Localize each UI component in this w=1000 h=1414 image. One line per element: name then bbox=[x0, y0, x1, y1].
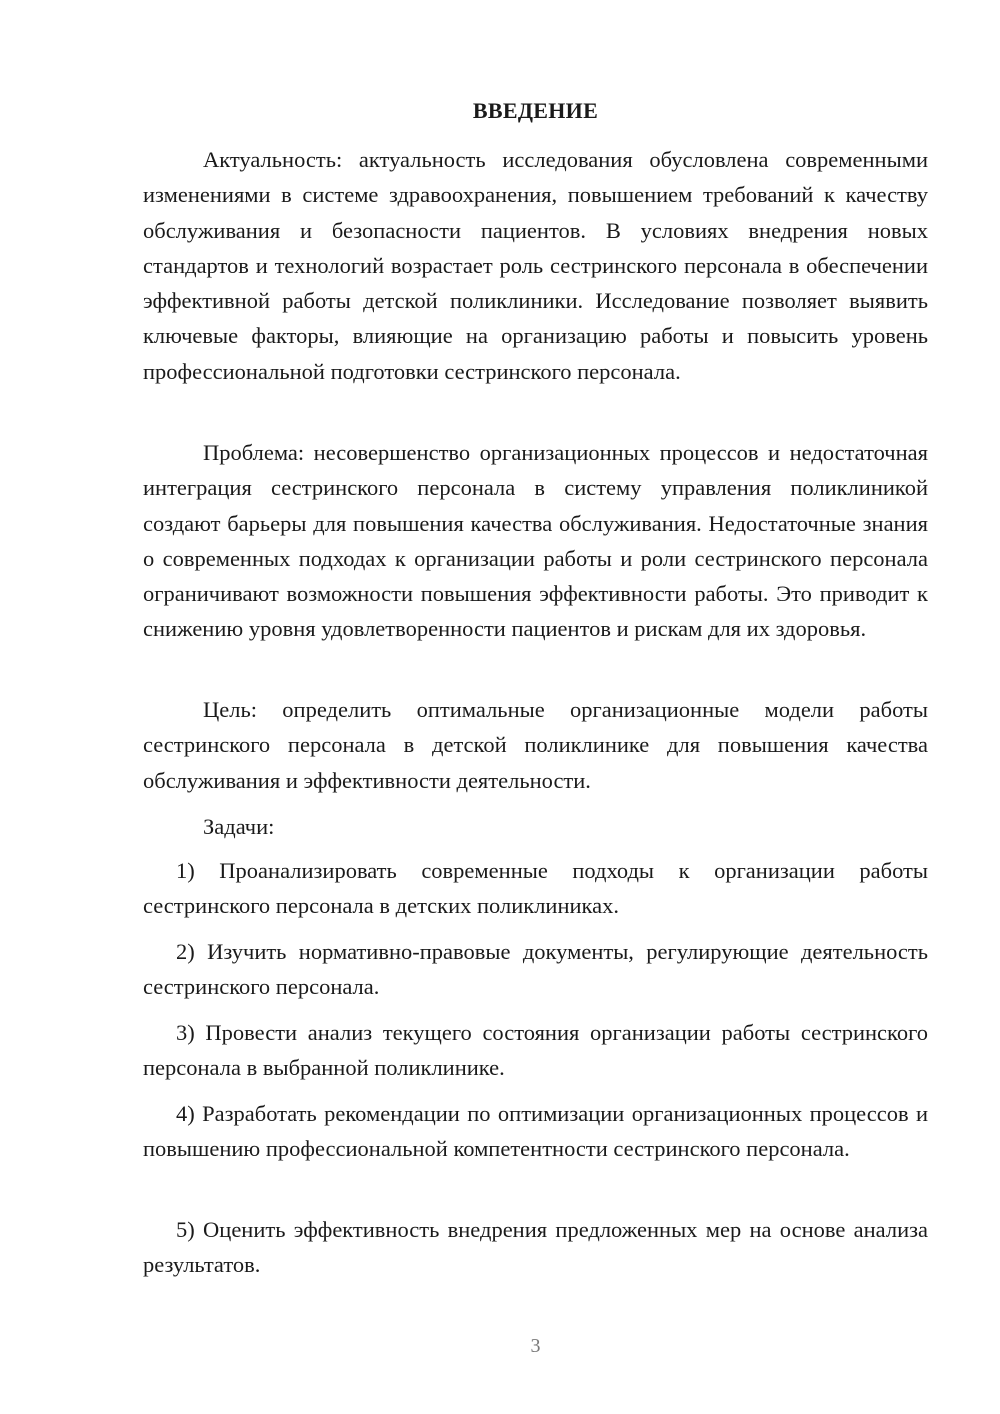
tasks-label: Задачи: bbox=[203, 814, 275, 839]
paragraph-relevance: Актуальность: актуальность исследования обусловлена современными изменениями в системе здравоохранения, повышением требований к качеству обслуживания и безопасности пациентов. В условиях внедрения новых стандартов и технологий возрастает роль сестринского персонала в обеспечении эффективной работы детской поликлиники. Исследование позволяет выявить ключевые факторы, влияющие на организацию работы и повысить уровень профессиональной подготовки сестринского персонала. bbox=[143, 147, 928, 384]
page-number: 3 bbox=[530, 1335, 541, 1357]
section-heading: ВВЕДЕНИЕ bbox=[472, 98, 599, 123]
task-item-4: 4) Разработать рекомендации по оптимизации организационных процессов и повышению профессиональной компетентности сестринского персонала. bbox=[143, 1101, 928, 1162]
task-item-1: 1) Проанализировать современные подходы к организации работы сестринского персонала в детских поликлиниках. bbox=[143, 858, 928, 919]
paragraph-goal: Цель: определить оптимальные организационные модели работы сестринского персонала в детской поликлинике для повышения качества обслуживания и эффективности деятельности. bbox=[143, 697, 928, 793]
task-item-3: 3) Провести анализ текущего состояния организации работы сестринского персонала в выбранной поликлинике. bbox=[143, 1020, 928, 1081]
task-item-2: 2) Изучить нормативно-правовые документы, регулирующие деятельность сестринского персонала. bbox=[143, 939, 928, 1000]
task-item-5: 5) Оценить эффективность внедрения предложенных мер на основе анализа результатов. bbox=[143, 1217, 928, 1278]
paragraph-problem: Проблема: несовершенство организационных процессов и недостаточная интеграция сестринского персонала в систему управления поликлиникой создают барьеры для повышения качества обслуживания. Недостаточные знания о современных подходах к организации работы и роли сестринского персонала ограничивают возможности повышения эффективности работы. Это приводит к снижению уровня удовлетворенности пациентов и рискам для их здоровья. bbox=[143, 440, 928, 642]
